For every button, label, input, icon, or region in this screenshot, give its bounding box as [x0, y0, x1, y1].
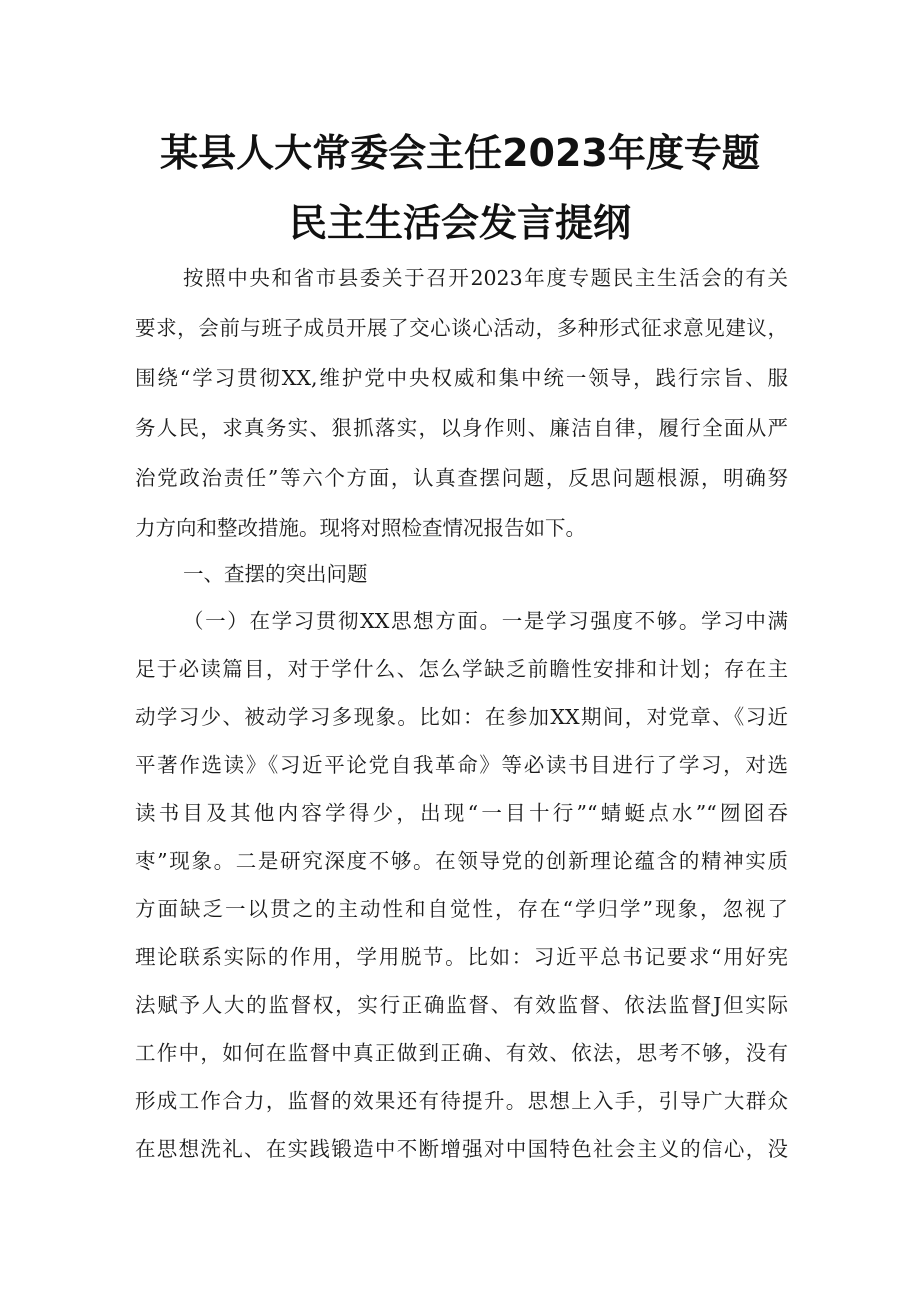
paragraph-line: 读书目及其他内容学得少，出现“一目十行”“蜻蜓点水”“囫囵吞: [135, 801, 788, 825]
paragraph-line: 治党政治责任”等六个方面，认真查摆问题，反思问题根源，明确努: [135, 466, 788, 490]
paragraph-line: 务人民，求真务实、狠抓落实，以身作则、廉洁自律，履行全面从严: [135, 416, 788, 440]
paragraph-line: 围绕“学习贯彻XX,维护党中央权威和集中统一领导，践行宗旨、服: [135, 366, 788, 390]
paragraph-line: 方面缺乏一以贯之的主动性和自觉性，存在“学归学”现象，忽视了: [135, 897, 788, 921]
document-title-line-1: 某县人大常委会主任2023年度专题: [160, 131, 760, 175]
paragraph-line: 在思想洗礼、在实践锻造中不断增强对中国特色社会主义的信心，没: [135, 1137, 788, 1161]
paragraph-line: 工作中，如何在监督中真正做到正确、有效、依法，思考不够，没有: [135, 1041, 788, 1065]
section-heading: 一、查摆的突出问题: [183, 562, 368, 586]
paragraph-line: 足于必读篇目，对于学什么、怎么学缺乏前瞻性安排和计划；存在主: [135, 657, 788, 681]
paragraph-line: 力方向和整改措施。现将对照检查情况报告如下。: [135, 516, 586, 540]
paragraph-line: 形成工作合力，监督的效果还有待提升。思想上入手，引导广大群众: [135, 1089, 788, 1113]
paragraph-line: （一）在学习贯彻XX思想方面。一是学习强度不够。学习中满: [183, 609, 788, 633]
paragraph-line: 按照中央和省市县委关于召开2023年度专题民主生活会的有关: [183, 266, 788, 290]
document-title-line-2: 民主生活会发言提纲: [288, 201, 631, 245]
paragraph-line: 理论联系实际的作用，学用脱节。比如：习近平总书记要求“用好宪: [135, 945, 788, 969]
paragraph-line: 法赋予人大的监督权，实行正确监督、有效监督、依法监督J但实际: [135, 993, 788, 1017]
paragraph-line: 枣”现象。二是研究深度不够。在领导党的创新理论蕴含的精神实质: [135, 849, 788, 873]
paragraph-line: 要求，会前与班子成员开展了交心谈心活动，多种形式征求意见建议，: [135, 316, 788, 340]
paragraph-line: 平著作选读》《习近平论党自我革命》等必读书目进行了学习，对选: [135, 753, 788, 777]
paragraph-line: 动学习少、被动学习多现象。比如：在参加XX期间，对党章、《习近: [135, 705, 788, 729]
